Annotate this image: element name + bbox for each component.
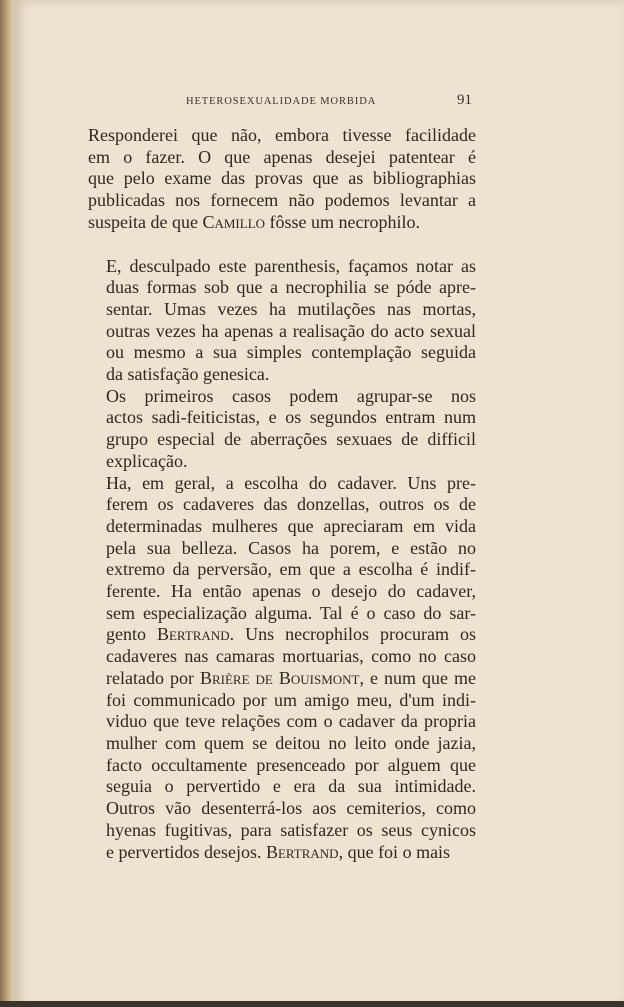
text-line: foi communicado por um amigo meu, d'um indi- [106,689,476,710]
text-line: que pelo exame das provas que as bibliographias [88,168,476,189]
text-line: ferem os cadaveres das donzellas, outros os de [106,494,476,515]
text-line: gento Bertrand. Uns necrophilos procuram os [106,624,476,645]
text-line: publicadas nos fornecem não podemos levantar a [88,190,476,211]
text-line: sem especialização alguma. Tal é o caso do sar- [106,602,476,623]
text-line: outras vezes ha apenas a realisação do acto sexual [106,320,476,341]
page-number: 91 [457,92,472,108]
text-line: suspeita de que Camillo fôsse um necrophilo. [88,211,420,232]
text-line: Outros vão desenterrá-los aos cemiterios, como [106,798,476,819]
text-line: facto occultamente presenceado por alguem que [106,754,476,775]
running-head: HETEROSEXUALIDADE MORBIDA [186,96,377,107]
text-line: explicação. [106,450,188,471]
text-line: viduo que teve relações com o cadaver da propria [106,711,476,732]
text-line: grupo especial de aberrações sexuaes de difficil [106,429,476,450]
scan-bottom-edge [0,1001,624,1007]
paragraph-2 [88,256,476,386]
text-line: duas formas sob que a necrophilia se póde apre- [106,277,476,298]
text-line: hyenas fugitivas, para satisfazer os seus cynicos [106,819,476,840]
text-line: cadaveres nas camaras mortuarias, como no caso [106,646,476,667]
text-line: Ha, em geral, a escolha do cadaver. Uns pre- [106,472,476,493]
text-line: ou mesmo a sua simples contemplação seguida [106,342,476,363]
text-line: da satisfação genesica. [106,364,270,385]
text-line: mulher com quem se deitou no leito onde jazia, [106,732,476,753]
paragraph-gap [88,234,476,256]
small-caps-name: Camillo [202,211,266,232]
book-spine-edge [0,0,14,1007]
small-caps-name: Brière de Bouismont [199,667,360,688]
text-line: relatado por Brière de Bouismont, e num que me [106,667,476,688]
text-line: seguia o pervertido e era da sua intimidade. [106,776,476,797]
paragraph-3 [88,386,476,473]
text-line: Os primeiros casos podem agrupar-se nos [106,385,476,406]
text-line: ferente. Ha então apenas o desejo do cadaver, [106,581,476,602]
body-text [88,125,476,863]
text-line: em o fazer. O que apenas desejei patentear é [88,146,476,167]
paragraph-4 [88,473,476,864]
text-line: e pervertidos desejos. Bertrand, que foi o mais [106,841,451,862]
text-line: sentar. Umas vezes ha mutilações nas mortas, [106,298,476,319]
text-line: determinadas mulheres que apreciaram em vida [106,515,476,536]
paragraph-1 [88,125,476,234]
text-line: actos sadi-feiticistas, e os segundos entram num [106,407,476,428]
text-line: pela sua belleza. Casos ha porem, e estão no [106,537,476,558]
small-caps-name: Bertrand [265,841,339,862]
text-line: Responderei que não, embora tivesse facilidade [88,125,476,145]
text-line: extremo da perversão, em que a escolha é indif- [106,559,476,580]
small-caps-name: Bertrand [156,624,230,645]
text-line: E, desculpado este parenthesis, façamos notar as [106,255,476,276]
